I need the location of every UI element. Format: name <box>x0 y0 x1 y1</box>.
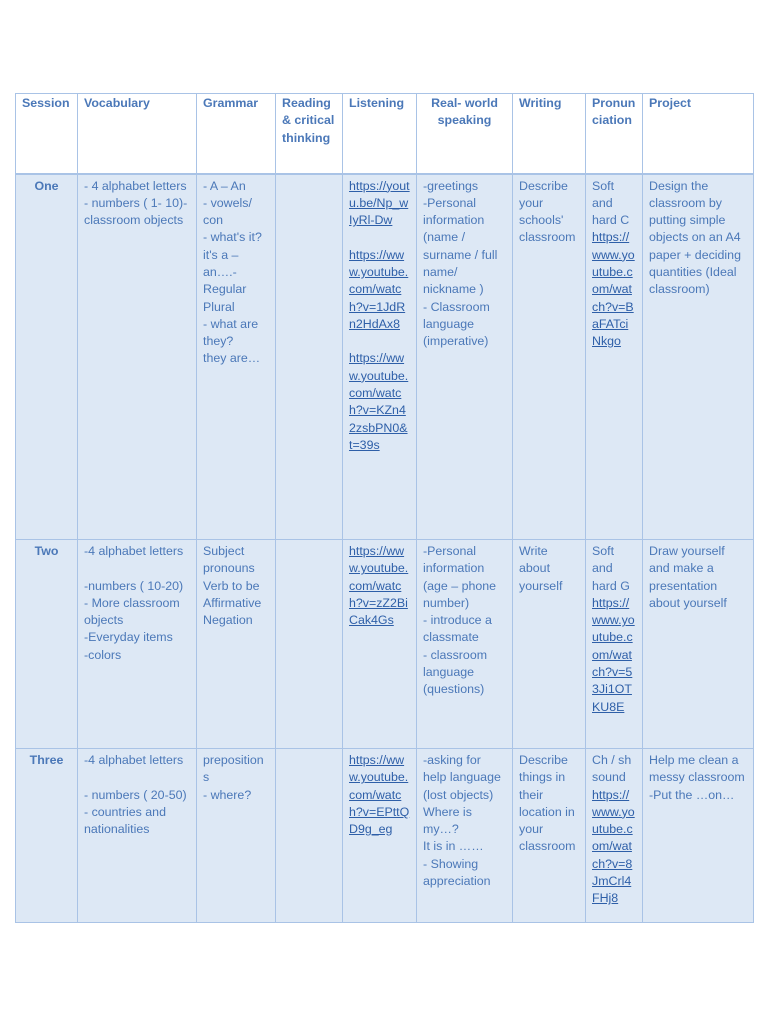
listening-link[interactable]: https://www.youtube.com/watch?v=KZn42zsbPN0&t=39s <box>349 351 409 452</box>
speaking-item: - Showing appreciation <box>423 856 491 889</box>
speaking-cell <box>417 749 513 923</box>
speaking-item: - classroom language (questions) <box>423 647 488 697</box>
grammar-item: Affirmative <box>203 595 262 610</box>
pronunciation-cell <box>586 749 643 923</box>
vocabulary-cell <box>78 174 197 540</box>
writing-cell <box>513 174 586 540</box>
session-label: Three <box>29 753 64 767</box>
project-text: Help me clean a messy classroom -Put the …on… <box>649 753 745 802</box>
listening-link[interactable]: https://www.youtube.com/watch?v=1JdRn2HdAx8 <box>349 247 409 331</box>
pronunciation-link[interactable]: https://www.youtube.com/watch?v=BaFATciNkgo <box>592 230 635 349</box>
grammar-item: - where? <box>203 787 252 802</box>
header-listening: Listening <box>343 94 417 174</box>
vocabulary-item: - 4 alphabet letters <box>84 178 187 193</box>
blank-line <box>349 229 410 246</box>
table-row <box>16 749 754 923</box>
project-cell <box>643 540 754 749</box>
vocabulary-item: -4 alphabet letters <box>84 544 184 558</box>
listening-link[interactable]: https://youtu.be/Np_wIyRl-Dw <box>349 178 410 228</box>
grammar-item: they are… <box>203 351 261 366</box>
grammar-item: - vowels/ con <box>203 195 252 228</box>
vocabulary-item: - More classroom objects <box>84 595 180 628</box>
session-label: Two <box>34 544 59 558</box>
project-text: Design the classroom by putting simple objects on an A4 paper + deciding quantities (Ideal classroom) <box>649 178 741 297</box>
listening-link[interactable]: https://www.youtube.com/watch?v=zZ2BiCak4Gs <box>349 544 409 628</box>
speaking-cell <box>417 174 513 540</box>
writing-text: Describe your schools' classroom <box>519 178 576 245</box>
writing-cell <box>513 540 586 749</box>
header-grammar: Grammar <box>197 94 276 174</box>
grammar-cell <box>197 540 276 749</box>
listening-cell <box>343 540 417 749</box>
pronunciation-link[interactable]: https://www.youtube.com/watch?v=53Ji1OTKU8E <box>592 595 635 714</box>
grammar-item: - A – An <box>203 178 246 193</box>
reading-cell <box>276 174 343 540</box>
curriculum-table <box>15 93 754 923</box>
speaking-item: It is in …… <box>423 839 484 854</box>
vocabulary-item: -numbers ( 10-20) <box>84 578 184 593</box>
pronunciation-text: Soft and hard G <box>592 544 630 593</box>
reading-cell <box>276 540 343 749</box>
speaking-cell <box>417 540 513 749</box>
vocabulary-item: - countries and nationalities <box>84 804 166 837</box>
writing-cell <box>513 749 586 923</box>
listening-cell <box>343 174 417 540</box>
blank-line <box>84 560 190 577</box>
grammar-item: Subject pronouns <box>203 544 255 576</box>
grammar-item: - what are they? <box>203 316 259 349</box>
header-reading: Reading & critical thinking <box>276 94 343 174</box>
vocabulary-item: -4 alphabet letters <box>84 753 184 767</box>
header-speaking: Real- world speaking <box>417 94 513 174</box>
header-pronunciation: Pronun ciation <box>586 94 643 174</box>
session-cell <box>16 174 78 540</box>
vocabulary-item: - numbers ( 20-50) <box>84 787 187 802</box>
header-vocabulary: Vocabulary <box>78 94 197 174</box>
vocabulary-cell <box>78 749 197 923</box>
pronunciation-text: Ch / sh sound <box>592 753 632 785</box>
session-cell <box>16 749 78 923</box>
listening-cell <box>343 749 417 923</box>
header-session: Session <box>16 94 78 174</box>
blank-line <box>84 769 190 786</box>
grammar-cell <box>197 749 276 923</box>
grammar-item: Verb to be <box>203 578 260 593</box>
reading-cell <box>276 749 343 923</box>
table-row <box>16 174 754 540</box>
speaking-item: Where is my…? <box>423 804 472 837</box>
header-row <box>16 94 754 174</box>
pronunciation-cell <box>586 174 643 540</box>
session-cell <box>16 540 78 749</box>
speaking-item: -asking for help language (lost objects) <box>423 753 501 802</box>
speaking-item: -Personal information (name / surname / full name/ nickname ) <box>423 195 498 297</box>
grammar-cell <box>197 174 276 540</box>
listening-link[interactable]: https://www.youtube.com/watch?v=EPttQD9g_eg <box>349 753 410 837</box>
writing-text: Write about yourself <box>519 544 563 593</box>
project-cell <box>643 749 754 923</box>
session-label: One <box>34 178 59 193</box>
header-writing: Writing <box>513 94 586 174</box>
header-project: Project <box>643 94 754 174</box>
grammar-item: Regular Plural <box>203 282 247 314</box>
vocabulary-item: - numbers ( 1- 10)- classroom objects <box>84 195 188 228</box>
vocabulary-cell <box>78 540 197 749</box>
grammar-item: Negation <box>203 613 253 628</box>
speaking-item: -greetings <box>423 178 479 193</box>
speaking-item: - Classroom language (imperative) <box>423 299 490 349</box>
vocabulary-item: -colors <box>84 647 122 662</box>
grammar-item: prepositions <box>203 753 264 785</box>
speaking-item: - introduce a classmate <box>423 613 492 645</box>
pronunciation-cell <box>586 540 643 749</box>
grammar-item: - what's it? it's a – an….- <box>203 230 262 279</box>
writing-text: Describe things in their location in your classroom <box>519 753 576 854</box>
speaking-item: -Personal information (age – phone number) <box>423 544 497 610</box>
project-text: Draw yourself and make a presentation about yourself <box>649 544 727 610</box>
pronunciation-text: Soft and hard C <box>592 178 630 228</box>
blank-line <box>349 333 410 350</box>
table-body <box>16 174 754 923</box>
pronunciation-link[interactable]: https://www.youtube.com/watch?v=8JmCrl4FHj8 <box>592 787 635 906</box>
vocabulary-item: -Everyday items <box>84 630 173 645</box>
table-row <box>16 540 754 749</box>
project-cell <box>643 174 754 540</box>
